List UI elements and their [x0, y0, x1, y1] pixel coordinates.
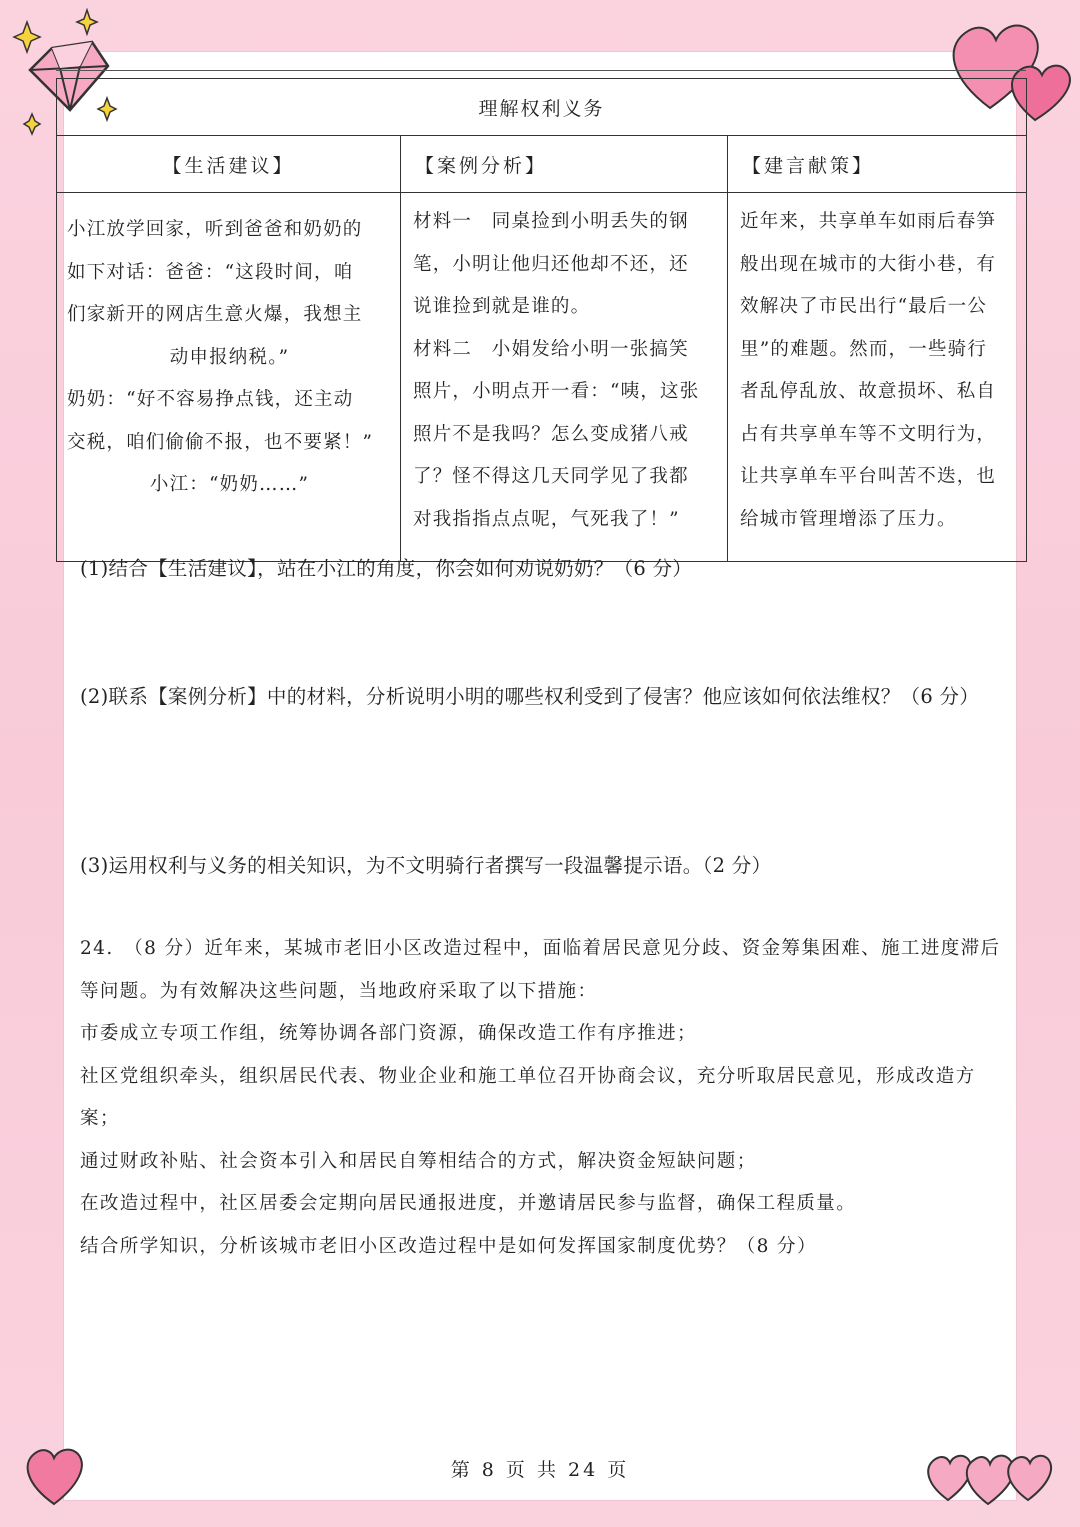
q24-prompt: 结合所学知识，分析该城市老旧小区改造过程中是如何发挥国家制度优势？（8 分） [80, 1235, 817, 1257]
question-2: (2)联系【案例分析】中的材料，分析说明小明的哪些权利受到了侵害？他应该如何依法维权？（6 分） [80, 685, 980, 708]
question-1: (1)结合【生活建议】，站在小江的角度，你会如何劝说奶奶？（6 分） [80, 557, 693, 580]
life-advice-cell [57, 193, 401, 562]
text-line: 照片，小明点开一看：“咦，这张 [413, 381, 700, 402]
text-line: 里”的难题。然而，一些骑行 [740, 338, 988, 360]
text-line: 对我指指点点呢，气死我了！” [413, 508, 680, 530]
text-line: 奶奶：“好不容易挣点钱，还主动 [67, 389, 354, 410]
top-rule [56, 70, 1026, 71]
text-line: 们家新开的网店生意火爆，我想主 [67, 304, 363, 325]
suggestions-cell [728, 193, 1027, 562]
sparkle-icon [75, 8, 99, 36]
rights-duties-table [56, 78, 1027, 562]
text-line: 小江：“奶奶……” [149, 474, 310, 495]
header-suggestions: 【建言献策】 [728, 136, 1027, 193]
text-line: 占有共享单车等不文明行为， [740, 423, 997, 445]
text-line: 动申报纳税。” [169, 346, 290, 368]
text-line: 让共享单车平台叫苦不迭，也 [740, 466, 997, 487]
text-line: 者乱停乱放、故意损坏、私自 [740, 381, 997, 402]
q24-measure: 社区党组织牵头，组织居民代表、物业企业和施工单位召开协商会议，充分听取居民意见，形成改造方案； [80, 1065, 976, 1129]
text-line: 如下对话：爸爸：“这段时间，咱 [67, 261, 354, 283]
text-line: 材料一 同桌捡到小明丢失的钢 [413, 211, 689, 232]
text-line: 般出现在城市的大街小巷，有 [740, 253, 997, 275]
q24-stem: 24. （8 分）近年来，某城市老旧小区改造过程中，面临着居民意见分歧、资金筹集困难、施工进度滞后等问题。为有效解决这些问题，当地政府采取了以下措施： [80, 938, 1001, 1002]
text-line: 效解决了市民出行“最后一公 [740, 296, 988, 317]
text-line: 说谁捡到就是谁的。 [413, 296, 591, 317]
page-number: 第 8 页 共 24 页 [450, 1459, 630, 1481]
text-line: 材料二 小娟发给小明一张搞笑 [413, 338, 689, 360]
question-3: (3)运用权利与义务的相关知识，为不文明骑行者撰写一段温馨提示语。（2 分） [80, 854, 772, 877]
text-line: 给城市管理增添了压力。 [740, 508, 957, 530]
q24-measure: 在改造过程中，社区居委会定期向居民通报进度，并邀请居民参与监督，确保工程质量。 [80, 1193, 857, 1214]
text-line: 交税，咱们偷偷不报，也不要紧！” [67, 431, 374, 453]
table-title: 理解权利义务 [57, 79, 1027, 136]
case-analysis-cell [401, 193, 728, 562]
text-line: 照片不是我吗？怎么变成猪八戒 [413, 423, 689, 445]
text-line: 了？怪不得这几天同学见了我都 [413, 466, 689, 487]
q24-measure: 市委成立专项工作组，统筹协调各部门资源，确保改造工作有序推进； [80, 1023, 697, 1044]
question-24 [80, 928, 1015, 1268]
text-line: 近年来，共享单车如雨后春笋 [740, 211, 997, 232]
sparkle-icon [22, 112, 42, 136]
sparkle-icon [12, 20, 42, 54]
q24-measure: 通过财政补贴、社会资本引入和居民自筹相结合的方式，解决资金短缺问题； [80, 1150, 757, 1172]
text-line: 小江放学回家，听到爸爸和奶奶的 [67, 219, 363, 240]
header-case-analysis: 【案例分析】 [401, 136, 728, 193]
header-life-advice: 【生活建议】 [57, 136, 401, 193]
text-line: 笔，小明让他归还他却不还，还 [413, 253, 689, 275]
